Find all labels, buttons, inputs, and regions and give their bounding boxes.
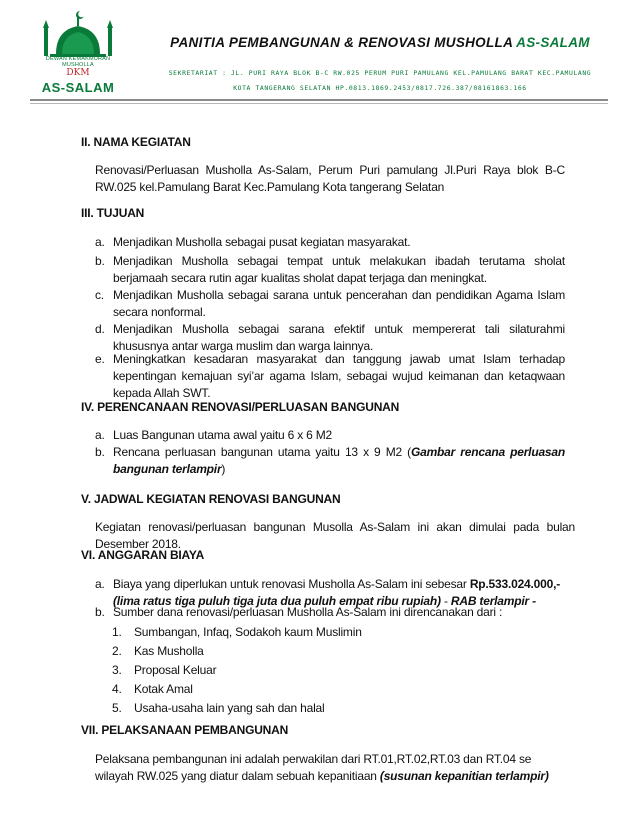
list-marker: b. — [95, 254, 105, 268]
list-marker: a. — [95, 235, 105, 249]
text-run: ) — [221, 462, 226, 476]
list-marker: b. — [95, 605, 105, 619]
text-run: - — [440, 594, 451, 608]
list-marker: 1. — [112, 625, 122, 639]
header-rule-thick — [30, 99, 608, 101]
title-main: PANITIA PEMBANGUNAN & RENOVASI MUSHOLLA — [170, 35, 517, 50]
secretariat-line-1: SEKRETARIAT : JL. PURI RAYA BLOK B-C RW.025 PERUM PURI PAMULANG KEL.PAMULANG BARAT KEC.PAMULANG — [168, 69, 592, 77]
letterhead-title — [140, 35, 620, 50]
list-item — [95, 321, 565, 355]
list-marker: 2. — [112, 644, 122, 658]
list-item — [95, 287, 565, 321]
list-marker: b. — [95, 445, 105, 459]
funding-source-item — [112, 662, 216, 679]
logo-caption: DEWAN KEMAKMURAN MUSHOLLA — [45, 56, 111, 68]
funding-source-item — [112, 643, 204, 660]
list-marker: d. — [95, 322, 105, 336]
list-marker: a. — [95, 577, 105, 591]
logo-name: AS-SALAM — [41, 80, 115, 95]
list-text: Kotak Amal — [134, 682, 193, 696]
mosque-dome-icon — [30, 10, 126, 58]
text-run: Rencana perluasan bangunan utama yaitu 13 x 9 M2 ( — [113, 445, 411, 459]
list-item — [95, 351, 565, 402]
list-marker: c. — [95, 288, 104, 302]
section-body-jadwal: Kegiatan renovasi/perluasan bangunan Musolla As-Salam ini akan dimulai pada bulan Desember 2018. — [95, 520, 575, 551]
section-heading-jadwal: V. JADWAL KEGIATAN RENOVASI BANGUNAN — [81, 492, 341, 506]
list-text — [113, 444, 565, 478]
list-text: Meningkatkan kesadaran masyarakat dan tanggung jawab umat Islam terhadap kepentingan kemajuan syi’ar agama Islam, sebagai wujud keimanan dan ketaqwaan kepada Allah SWT. — [113, 352, 565, 400]
list-marker: e. — [95, 352, 105, 366]
budget-in-words: (lima ratus tiga puluh tiga juta dua puluh empat ribu rupiah) — [113, 594, 441, 608]
list-text: Menjadikan Musholla sebagai sarana efektif untuk mempererat tali silaturahmi khususnya antar warga muslim dan warga lainnya. — [113, 322, 565, 353]
section-body-nama-kegiatan: Renovasi/Perluasan Musholla As-Salam, Perum Puri pamulang Jl.Puri Raya blok B-C RW.025 kel.Pamulang Barat Kec.Pamulang Kota tangerang Selatan — [95, 163, 565, 194]
section-heading-nama-kegiatan: II. NAMA KEGIATAN — [81, 135, 191, 149]
list-marker: 4. — [112, 682, 122, 696]
list-item — [95, 604, 565, 621]
funding-source-item — [112, 624, 362, 641]
list-text: Usaha-usaha lain yang sah dan halal — [134, 701, 325, 715]
list-item — [95, 234, 565, 251]
section-heading-anggaran: VI. ANGGARAN BIAYA — [81, 548, 205, 562]
musholla-logo — [30, 10, 126, 94]
list-marker: 3. — [112, 663, 122, 677]
section-heading-pelaksanaan: VII. PELAKSANAAN PEMBANGUNAN — [81, 723, 289, 737]
list-text: Luas Bangunan utama awal yaitu 6 x 6 M2 — [113, 428, 333, 442]
funding-source-item — [112, 700, 324, 717]
list-text: Sumbangan, Infaq, Sodakoh kaum Muslimin — [134, 625, 362, 639]
text-emphasis: Gambar rencana perluasan bangunan terlampir — [113, 445, 565, 476]
secretariat-address — [136, 66, 624, 96]
list-text: Menjadikan Musholla sebagai pusat kegiatan masyarakat. — [113, 235, 411, 249]
budget-amount: Rp.533.024.000,- — [469, 577, 561, 591]
logo-dkm: DKM — [66, 68, 90, 78]
letterhead — [0, 0, 638, 112]
list-marker: a. — [95, 428, 105, 442]
list-marker: 5. — [112, 701, 122, 715]
text-emphasis: (susunan kepanitian terlampir) — [379, 769, 549, 783]
list-item — [95, 444, 565, 478]
list-text: Menjadikan Musholla sebagai sarana untuk pencerahan dan pendidikan Agama Islam secara nonformal. — [113, 288, 565, 319]
funding-source-item — [112, 681, 193, 698]
rab-note: RAB terlampir - — [450, 594, 536, 608]
list-text: Kas Musholla — [134, 644, 204, 658]
title-accent: AS-SALAM — [516, 35, 590, 50]
header-rule-thin — [30, 103, 608, 104]
list-item — [95, 253, 565, 287]
list-text: Proposal Keluar — [134, 663, 217, 677]
text-run: Biaya yang diperlukan untuk renovasi Musholla As-Salam ini sebesar — [113, 577, 470, 591]
text-run: Pelaksana pembangunan ini adalah perwakilan dari RT.01,RT.02,RT.03 dan RT.04 se wilayah RW.025 yang diatur dalam sebuah kepanitiaan — [95, 752, 532, 783]
section-heading-perencanaan: IV. PERENCANAAN RENOVASI/PERLUASAN BANGUNAN — [81, 400, 400, 414]
list-text: Sumber dana renovasi/perluasan Musholla As-Salam ini direncanakan dari : — [113, 605, 503, 619]
secretariat-line-2: KOTA TANGERANG SELATAN HP.0813.1869.2453/0817.726.387/08161863.166 — [233, 84, 527, 92]
section-body-pelaksanaan — [95, 751, 565, 785]
list-text: Menjadikan Musholla sebagai tempat untuk melakukan ibadah terutama sholat berjamaah secara rutin agar kualitas sholat dapat terjaga dan meningkat. — [113, 254, 565, 285]
section-heading-tujuan: III. TUJUAN — [81, 206, 145, 220]
list-item — [95, 427, 565, 444]
